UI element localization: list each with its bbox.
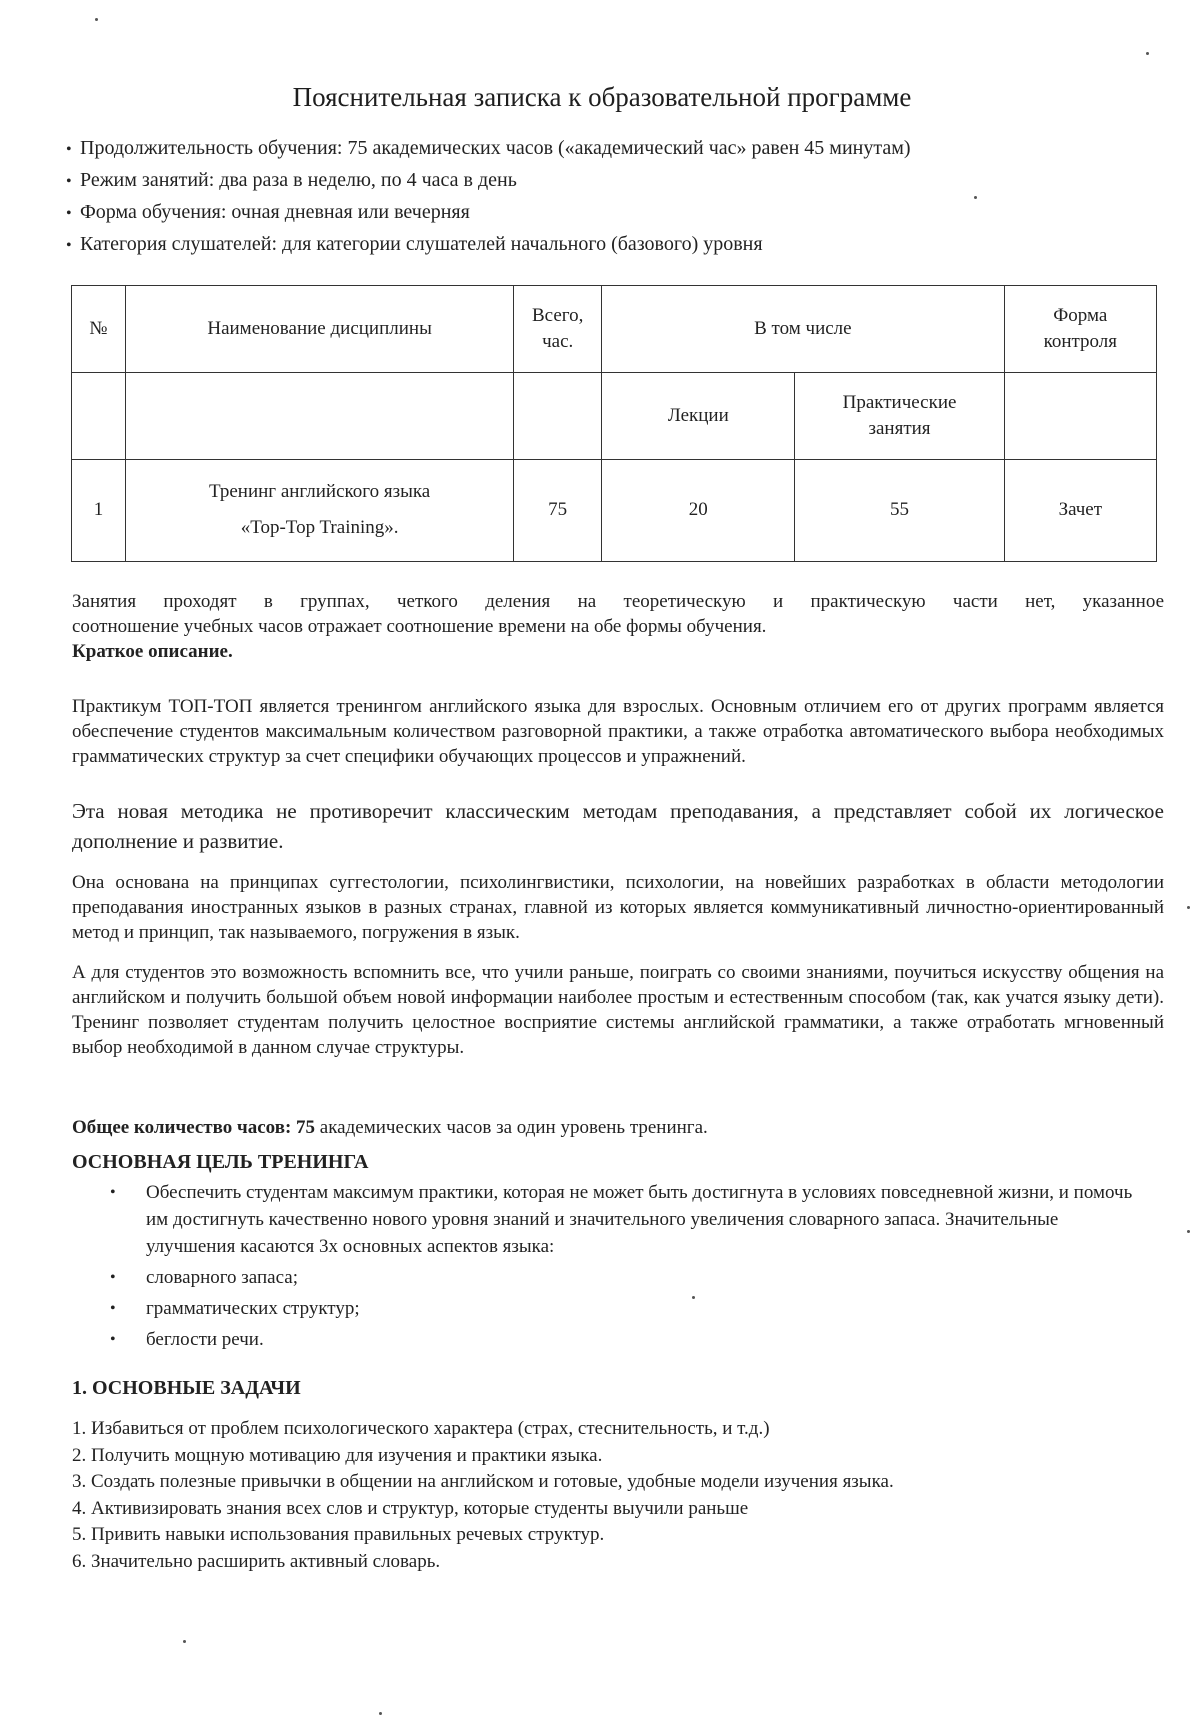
table-row	[72, 459, 1157, 561]
bullet-icon: •	[66, 237, 72, 254]
task-item: 4. Активизировать знания всех слов и структур, которые студенты выучили раньше	[72, 1497, 749, 1519]
curriculum-table	[71, 285, 1157, 562]
total-hours-line: Общее количество часов: 75 академических часов за один уровень тренинга.	[72, 1117, 708, 1138]
row-lectures: 20	[602, 459, 795, 561]
scan-speck	[183, 1640, 186, 1643]
task-item: 1. Избавиться от проблем психологического характера (страх, стеснительность, и т.д.)	[72, 1418, 770, 1439]
goal-item: • грамматических структур;	[100, 1295, 1140, 1322]
subheader-empty-cell	[125, 373, 513, 459]
subheader-empty-cell	[514, 373, 602, 459]
scan-speck	[1187, 1230, 1190, 1233]
header-total-hours: Всего, час.	[514, 286, 602, 373]
method-paragraph: Эта новая методика не противоречит классическим методам преподавания, а представляет собой их логическое дополнение и развитие.	[72, 799, 1164, 853]
parameter-schedule: • Режим занятий: два раза в неделю, по 4 часа в день	[66, 168, 911, 200]
document-title: Пояснительная записка к образовательной программе	[292, 82, 912, 112]
header-including: В том числе	[602, 286, 1004, 373]
students-paragraph: А для студентов это возможность вспомнить все, что учили раньше, поиграть со своими знаниями, поучиться искусству общения на английском и получить большой объем новой информации наиболее простым и естественным способом (так, как учатся языку дети). Тренинг позволяет студентам получить целостное восприятие системы английской грамматики, а также отработать мгновенный выбор необходимой в данном случае структуры.	[72, 962, 1164, 1058]
bullet-icon: •	[110, 1300, 116, 1317]
task-item: 3. Создать полезные привычки в общении на английском и готовые, удобные модели изучения языка.	[72, 1471, 894, 1492]
header-number: №	[72, 286, 126, 373]
row-discipline: Тренинг английского языка «Top-Top Training».	[125, 459, 513, 561]
subheader-practice: Практические занятия	[795, 373, 1004, 459]
basis-paragraph: Она основана на принципах суггестологии, психолингвистики, психологии, на новейших разработках в области методологии преподавания иностранных языков в разных странах, главной из которых является коммуникативный личностно-ориентированный метод и принцип, так называемого, погружения в язык.	[72, 872, 1164, 943]
task-item: 2. Получить мощную мотивацию для изучения и практики языка.	[72, 1444, 603, 1466]
bullet-icon: •	[110, 1184, 116, 1201]
goal-item: • словарного запаса;	[100, 1264, 1140, 1291]
table-header-row	[72, 286, 1157, 373]
subheader-lectures: Лекции	[602, 373, 795, 459]
row-control-form: Зачет	[1004, 459, 1156, 561]
tasks-heading: 1. ОСНОВНЫЕ ЗАДАЧИ	[72, 1377, 301, 1399]
goal-item: • беглости речи.	[100, 1326, 1140, 1353]
bullet-icon: •	[110, 1269, 116, 1286]
parameter-form: • Форма обучения: очная дневная или вечерняя	[66, 200, 911, 232]
row-practice: 55	[795, 459, 1004, 561]
bullet-icon: •	[66, 205, 72, 222]
scan-speck	[1146, 52, 1149, 55]
goal-heading: ОСНОВНАЯ ЦЕЛЬ ТРЕНИНГА	[72, 1151, 369, 1173]
bullet-icon: •	[66, 141, 72, 158]
goal-list	[100, 1179, 1140, 1353]
header-control-form: Форма контроля	[1004, 286, 1156, 373]
groups-paragraph: Занятия проходят в группах, четкого деления на теоретическую и практическую части нет, указанное соотношение учебных часов отражает соотношение времени на обе формы обучения. Краткое описание.	[72, 591, 1164, 662]
subheader-empty-cell	[1004, 373, 1156, 459]
parameter-duration: • Продолжительность обучения: 75 академических часов («академический час» равен 45 минутам)	[66, 136, 911, 168]
goal-item: • Обеспечить студентам максимум практики, которая не может быть достигнута в условиях повседневной жизни, и помочь им достигнуть качественно нового уровня знаний и значительного увеличения словарного запаса. Значительные улучшения касаются 3х основных аспектов языка:	[100, 1179, 1140, 1260]
scan-speck	[1187, 906, 1190, 909]
short-description-heading: Краткое описание.	[72, 641, 233, 662]
bullet-icon: •	[66, 173, 72, 190]
header-discipline: Наименование дисциплины	[125, 286, 513, 373]
bullet-icon: •	[110, 1331, 116, 1348]
task-item: 5. Привить навыки использования правильных речевых структур.	[72, 1524, 605, 1545]
practicum-paragraph: Практикум ТОП-ТОП является тренингом английского языка для взрослых. Основным отличием его от других программ является обеспечение студентов максимальным количеством разговорной практики, а также отработка автоматического выбора необходимых грамматических структур за счет специфики обучающих процессов и упражнений.	[72, 696, 1164, 767]
scan-speck	[692, 1296, 695, 1299]
parameter-category: • Категория слушателей: для категории слушателей начального (базового) уровня	[66, 232, 911, 264]
row-total-hours: 75	[514, 459, 602, 561]
tasks-list	[72, 1416, 894, 1575]
task-item: 6. Значительно расширить активный словарь.	[72, 1550, 441, 1572]
scan-speck	[95, 18, 98, 21]
table-subheader-row	[72, 373, 1157, 459]
subheader-empty-cell	[72, 373, 126, 459]
program-parameters-list	[66, 136, 911, 264]
scan-speck	[974, 196, 977, 199]
row-number: 1	[72, 459, 126, 561]
scan-speck	[379, 1712, 382, 1715]
